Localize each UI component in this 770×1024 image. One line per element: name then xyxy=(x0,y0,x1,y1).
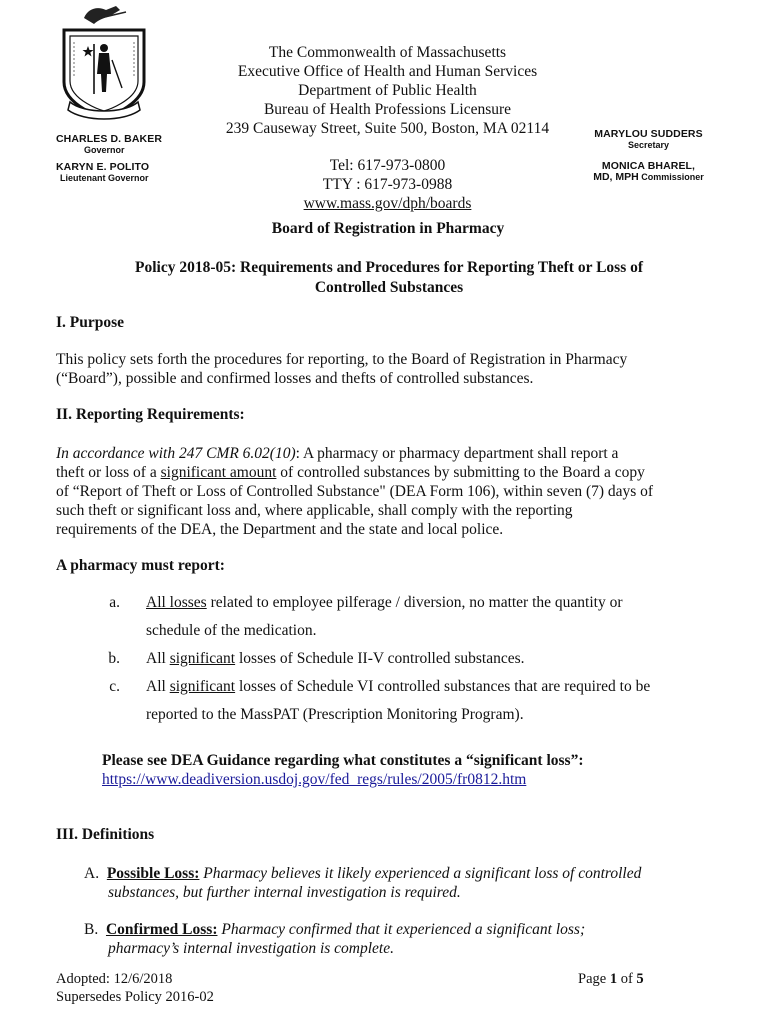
secretary-name: MARYLOU SUDDERS xyxy=(594,128,703,140)
definition-text: Pharmacy confirmed that it experienced a significant loss; xyxy=(217,921,586,938)
reporting-line-2 xyxy=(56,463,736,482)
reporting-line-2-a: theft or loss of a xyxy=(56,464,161,481)
definition-possible-loss xyxy=(84,864,744,902)
commissioner-degrees: MD, MPH xyxy=(593,171,639,183)
page-prefix: Page xyxy=(578,971,610,987)
telephone: Tel: 617-973-0800 xyxy=(329,157,446,174)
supersedes-policy: Supersedes Policy 2016-02 xyxy=(56,989,214,1005)
list-item-line-1 xyxy=(146,673,650,701)
definition-text-continued: pharmacy’s internal investigation is complete. xyxy=(108,940,394,957)
reporting-line-1 xyxy=(56,444,736,463)
reporting-heading: II. Reporting Requirements: xyxy=(56,406,245,423)
list-item-text: losses of Schedule II-V controlled substances. xyxy=(235,650,525,667)
lieutenant-governor-name: KARYN E. POLITO xyxy=(56,161,150,173)
list-marker: b. xyxy=(108,650,120,667)
definition-text-continued: substances, but further internal investigation is required. xyxy=(108,884,461,901)
adopted-date: Adopted: 12/6/2018 xyxy=(56,971,173,987)
governor-title: Governor xyxy=(84,145,125,155)
list-marker: a. xyxy=(109,594,120,611)
significant-amount-term: significant amount xyxy=(160,464,277,481)
eohhs-line: Executive Office of Health and Human Services xyxy=(237,63,538,80)
street-address: 239 Causeway Street, Suite 500, Boston, MA 02114 xyxy=(225,120,550,137)
policy-title xyxy=(52,258,726,298)
definition-marker: A. xyxy=(84,865,100,882)
list-item-prefix: All xyxy=(146,678,170,695)
significant-term: significant xyxy=(169,650,236,667)
board-name: Board of Registration in Pharmacy xyxy=(271,220,505,237)
purpose-line-1: This policy sets forth the procedures for reporting, to the Board of Registration in Pharmacy xyxy=(56,351,628,368)
page-total: 5 xyxy=(636,971,644,987)
reporting-line-5: requirements of the DEA, the Department and the state and local police. xyxy=(56,521,504,538)
purpose-paragraph xyxy=(56,350,726,388)
secretary-title: Secretary xyxy=(627,140,670,150)
lieutenant-governor-title: Lieutenant Governor xyxy=(60,173,149,183)
list-item-line-1 xyxy=(146,589,623,617)
left-officials xyxy=(56,133,196,184)
purpose-line-2: (“Board”), possible and confirmed losses and thefts of controlled substances. xyxy=(56,370,534,387)
definitions-heading: III. Definitions xyxy=(56,826,155,843)
commonwealth-line: The Commonwealth of Massachusetts xyxy=(268,44,507,61)
list-item-text: losses of Schedule VI controlled substances that are required to be xyxy=(235,678,651,695)
commissioner-title xyxy=(586,172,711,183)
list-item xyxy=(100,645,740,673)
policy-title-line-1: Policy 2018-05: Requirements and Procedures for Reporting Theft or Loss of xyxy=(134,259,644,276)
list-marker: c. xyxy=(109,678,120,695)
reporting-line-3: of “Report of Theft or Loss of Controlled Substance" (DEA Form 106), within seven (7) days of xyxy=(56,483,654,500)
definition-text: Pharmacy believes it likely experienced a significant loss of controlled xyxy=(199,865,642,882)
list-item-line-1 xyxy=(146,645,525,673)
contact-info xyxy=(250,156,525,213)
massachusetts-state-seal-icon xyxy=(54,2,154,128)
definition-line-2 xyxy=(84,939,744,958)
reporting-paragraph xyxy=(56,444,736,539)
definition-line-1 xyxy=(84,864,744,883)
must-report-heading: A pharmacy must report: xyxy=(56,557,225,574)
regulation-citation: In accordance with 247 CMR 6.02(10) xyxy=(56,445,296,462)
list-item-line-2: schedule of the medication. xyxy=(146,622,317,639)
definition-line-1 xyxy=(84,920,744,939)
bureau-line: Bureau of Health Professions Licensure xyxy=(263,101,512,118)
reporting-line-2-b: of controlled substances by submitting to the Board a copy xyxy=(276,464,645,481)
definition-term: Possible Loss: xyxy=(106,865,200,882)
list-item-prefix: All xyxy=(146,650,170,667)
reporting-line-1-text: : A pharmacy or pharmacy department shall report a xyxy=(295,445,619,462)
dea-guidance xyxy=(102,752,742,789)
list-item-line-2: reported to the MassPAT (Prescription Monitoring Program). xyxy=(146,706,524,723)
purpose-heading: I. Purpose xyxy=(56,314,125,331)
right-officials xyxy=(586,128,711,183)
tty: TTY : 617-973-0988 xyxy=(322,176,453,193)
page-current: 1 xyxy=(609,971,618,987)
letterhead-address xyxy=(185,43,590,138)
dph-line: Department of Public Health xyxy=(298,82,477,99)
governor-name: CHARLES D. BAKER xyxy=(56,133,163,145)
commissioner-name: MONICA BHAREL, xyxy=(601,160,696,172)
reporting-line-4: such theft or significant loss and, where applicable, shall comply with the reporting xyxy=(56,502,573,519)
dea-guidance-text: Please see DEA Guidance regarding what constitutes a “significant loss”: xyxy=(102,752,584,769)
definition-marker: B. xyxy=(84,921,99,938)
all-losses-term: All losses xyxy=(146,594,207,611)
list-item-text: related to employee pilferage / diversion, no matter the quantity or xyxy=(206,594,623,611)
dea-guidance-link[interactable]: https://www.deadiversion.usdoj.gov/fed_regs/rules/2005/fr0812.htm xyxy=(102,771,527,788)
commissioner-title-text: Commissioner xyxy=(641,172,704,182)
list-item xyxy=(100,673,740,729)
significant-term: significant xyxy=(169,678,236,695)
definition-term: Confirmed Loss: xyxy=(105,921,218,938)
footer-left xyxy=(56,970,214,1006)
list-item xyxy=(100,589,740,645)
definition-line-2 xyxy=(84,883,744,902)
page-number xyxy=(578,970,644,988)
policy-title-line-2: Controlled Substances xyxy=(314,279,464,296)
page-mid: of xyxy=(617,971,637,987)
website-link[interactable]: www.mass.gov/dph/boards xyxy=(303,195,472,212)
definition-confirmed-loss xyxy=(84,920,744,958)
